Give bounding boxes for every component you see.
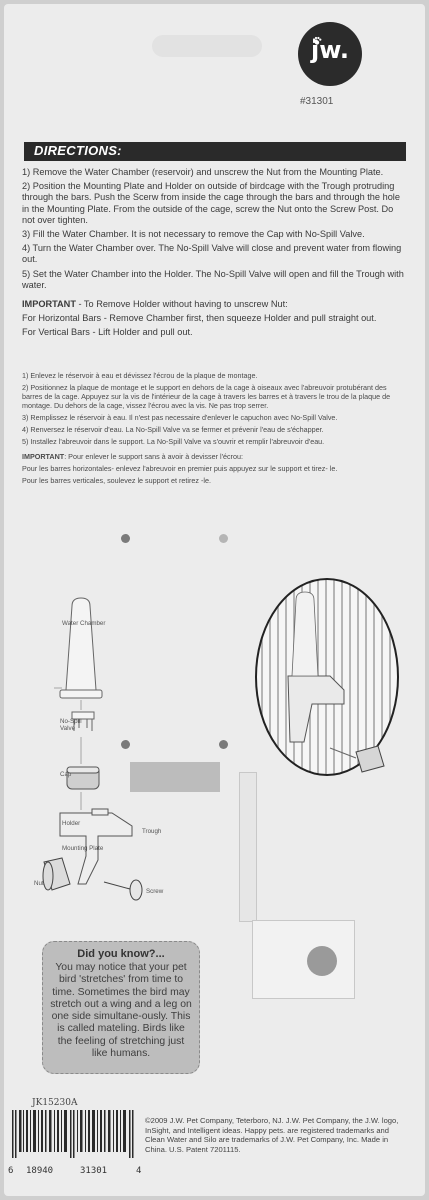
bracket-arm	[239, 772, 257, 922]
barcode-digits-right: 31301	[80, 1166, 108, 1176]
logo-text: jw.	[311, 36, 349, 64]
step-en: 1) Remove the Water Chamber (reservoir) and unscrew the Nut from the Mounting Plate.	[22, 167, 384, 177]
label-holder: Holder	[62, 820, 81, 827]
vertical-bars-en: For Vertical Bars - Lift Holder and pull out.	[22, 327, 193, 338]
window-strip	[130, 762, 220, 792]
label-mounting-plate: Mounting Plate	[62, 845, 104, 852]
cage-inset	[250, 575, 410, 785]
step-fr: 3) Remplissez le réservoir à eau. Il n'est pas necessaire d'enlever le capuchon avec No-Spill Valve.	[22, 413, 338, 422]
barcode-digits-left: 18940	[26, 1166, 54, 1176]
step-en: 3) Fill the Water Chamber. It is not necessary to remove the Cap with No-Spill Valve.	[22, 229, 365, 240]
vertical-bars-fr: Pour les barres verticales, soulevez le support et retirez -le.	[22, 476, 211, 485]
label-no-spill-valve: No-Spill Valve	[60, 718, 82, 732]
screw-drawing	[104, 880, 142, 900]
water-chamber-drawing	[60, 598, 102, 698]
step-fr: 2) Positionnez la plaque de montage et le support en dehors de la cage à oiseaux avec l'abreuvoir protubérant des barres de la cage. Appuyez sur la vis de l'intérieur de la cage à travers les barres et à travers le trou de la plaque de montage. Du dehors de la cage, vissez l'écrou avec la vis. Ne pas trop serrer.	[22, 383, 391, 410]
product-code: JK15230A	[32, 1098, 78, 1108]
label-cap: Cap	[60, 771, 72, 778]
leader-lines	[54, 688, 81, 810]
barcode	[8, 1110, 142, 1158]
step-en: 5) Set the Water Chamber into the Holder. The No-Spill Valve will open and fill the Trough with water.	[22, 268, 404, 290]
important-label: IMPORTANT	[22, 452, 65, 461]
directions-title: DIRECTIONS:	[34, 143, 122, 158]
sku-number: #31301	[300, 96, 334, 107]
label-screw: Screw	[146, 888, 164, 895]
bracket-hole	[307, 946, 337, 976]
horizontal-bars-fr: Pour les barres horizontales- enlevez l'abreuvoir en premier puis appuyez sur le support et tirez- le.	[22, 464, 338, 473]
label-water-chamber: Water Chamber	[62, 620, 106, 627]
copyright-text: ©2009 J.W. Pet Company, Teterboro, NJ. J.W. Pet Company, the J.W. logo, InSight, and Intelligent ideas. Happy pets. are registered trademarks and Clean Water and Silo are trademarks of J.W. Pet Company, Inc. Made in China. U.S. Patent 7201115.	[145, 1116, 399, 1154]
did-you-know-title: Did you know?...	[77, 948, 165, 960]
cap-drawing	[67, 767, 99, 789]
horizontal-bars-en: For Horizontal Bars - Remove Chamber first, then squeeze Holder and pull straight out.	[22, 313, 377, 324]
barcode-digit-first: 6	[8, 1166, 14, 1176]
step-fr: 5) Installez l'abreuvoir dans le support. La No-Spill Valve va s'ouvrir et remplir l'abreuvoir d'eau.	[22, 437, 325, 446]
bracket-plate	[252, 920, 355, 999]
step-fr: 4) Renversez le réservoir d'eau. La No-Spill Valve va se fermer et prévenir l'eau de s'échapper.	[22, 425, 324, 434]
did-you-know-box	[42, 941, 200, 1074]
important-text: - To Remove Holder without having to unscrew Nut:	[75, 299, 288, 310]
important-label: IMPORTANT	[22, 299, 76, 310]
important-text: : Pour enlever le support sans à avoir à devisser l'écrou:	[64, 452, 243, 461]
barcode-digit-check: 4	[136, 1166, 142, 1176]
step-fr: 1) Enlevez le réservoir à eau et dévissez l'écrou de la plaque de montage.	[22, 371, 258, 380]
step-en: 4) Turn the Water Chamber over. The No-Spill Valve will close and prevent water from flowing out.	[22, 243, 402, 265]
did-you-know-body: You may notice that your pet bird 'stretches' from time to time. Sometimes the bird may stretch out a wing and a leg on one side simultane-ously. This is called mateling. Birds like the feeling of stretching just like humans.	[50, 962, 192, 1060]
step-en: 2) Position the Mounting Plate and Holder on outside of birdcage with the Trough protruding through the bars. Push the Scerw from inside the cage through the bars and through the hole in the Mounting Plate. From the outside of the cage, screw the Nut onto the Screw Post. Do not over tighten.	[22, 181, 400, 225]
label-nut: Nut	[34, 880, 44, 887]
nut-drawing	[43, 858, 70, 890]
label-trough: Trough	[142, 828, 162, 835]
